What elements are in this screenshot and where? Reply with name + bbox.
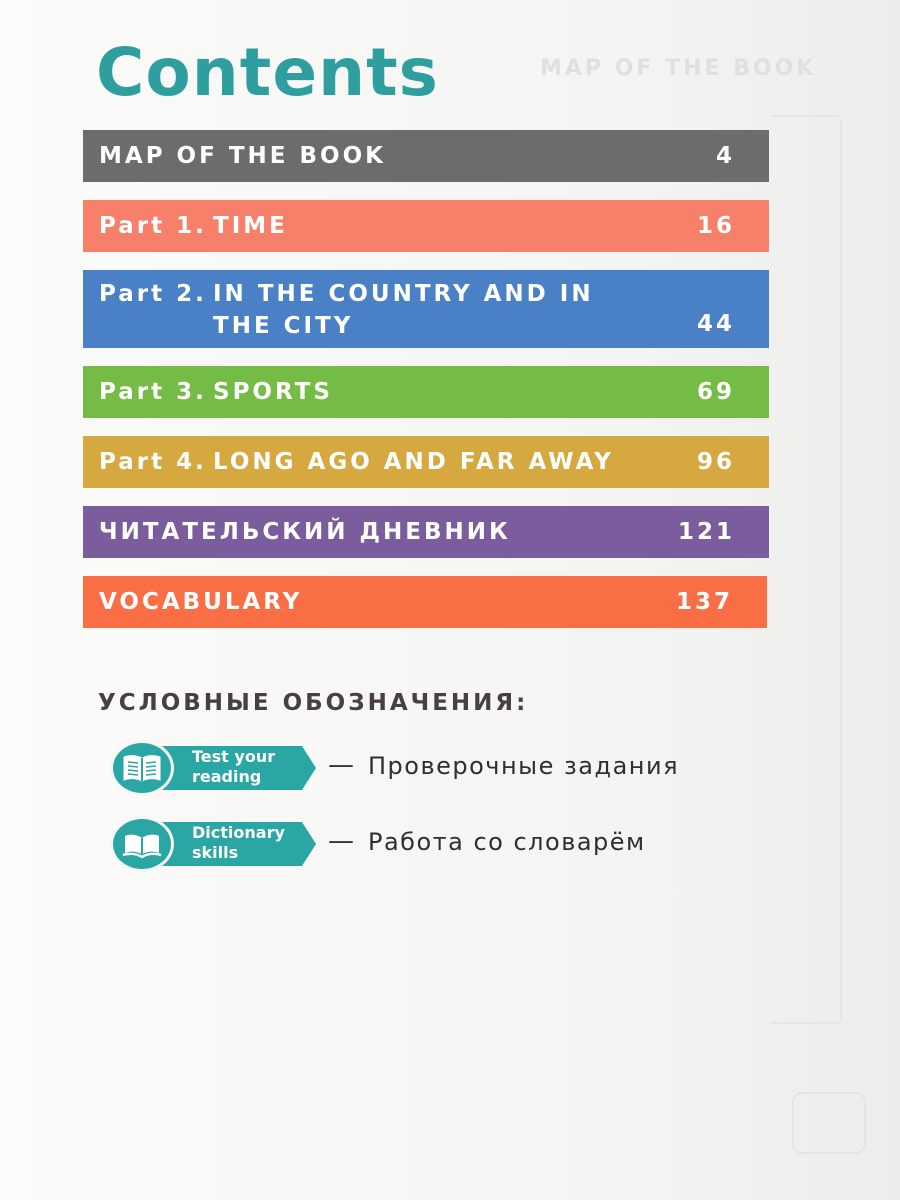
toc-row-part-1[interactable] <box>83 200 769 252</box>
toc-row-map-of-the-book[interactable] <box>83 130 769 182</box>
toc-row-page: 69 <box>696 379 735 405</box>
toc-row-part: Part 2. <box>99 281 207 307</box>
badge-label: Test your reading <box>192 747 276 786</box>
legend-dash: — <box>328 826 354 856</box>
toc-row-page: 44 <box>696 311 735 337</box>
badge-label: Dictionary skills <box>192 823 285 862</box>
toc-row-title: SPORTS <box>213 379 333 405</box>
table-of-contents <box>83 130 769 646</box>
toc-row-title: MAP OF THE BOOK <box>99 143 386 169</box>
bleed-through-title: MAP OF THE BOOK <box>540 56 817 81</box>
toc-row-title-line-2: THE CITY <box>213 313 354 339</box>
toc-row-part-3[interactable] <box>83 366 769 418</box>
toc-row-part-2[interactable] <box>83 270 769 348</box>
legend-text: Проверочные задания <box>368 752 680 780</box>
dictionary-skills-badge <box>110 816 314 872</box>
legend-item-dictionary-skills <box>110 816 710 876</box>
legend-title: УСЛОВНЫЕ ОБОЗНАЧЕНИЯ: <box>98 690 529 716</box>
bleed-through-page-tab <box>792 1092 866 1154</box>
toc-row-title-line-1: IN THE COUNTRY AND IN <box>213 281 594 307</box>
toc-row-vocabulary[interactable] <box>83 576 767 628</box>
toc-row-reading-diary[interactable] <box>83 506 769 558</box>
test-your-reading-badge <box>110 740 314 796</box>
toc-row-part: Part 3. <box>99 379 207 405</box>
toc-row-title: LONG AGO AND FAR AWAY <box>213 449 614 475</box>
toc-row-title: ЧИТАТЕЛЬСКИЙ ДНЕВНИК <box>99 519 511 545</box>
page-title: Contents <box>96 34 439 111</box>
open-book-icon <box>110 816 174 872</box>
toc-row-page: 4 <box>715 143 735 169</box>
toc-row-part: Part 4. <box>99 449 207 475</box>
toc-row-page: 16 <box>696 213 735 239</box>
legend-item-test-your-reading <box>110 740 710 800</box>
toc-row-page: 121 <box>677 519 735 545</box>
toc-row-page: 96 <box>696 449 735 475</box>
open-book-text-icon <box>110 740 174 796</box>
toc-row-title: TIME <box>213 213 288 239</box>
toc-row-page: 137 <box>675 589 733 615</box>
legend-dash: — <box>328 750 354 780</box>
toc-row-part-4[interactable] <box>83 436 769 488</box>
toc-row-title: VOCABULARY <box>99 589 303 615</box>
toc-row-part: Part 1. <box>99 213 207 239</box>
toc-row-title <box>213 278 697 340</box>
bleed-through-frame <box>770 115 842 1024</box>
legend-text: Работа со словарём <box>368 828 646 856</box>
